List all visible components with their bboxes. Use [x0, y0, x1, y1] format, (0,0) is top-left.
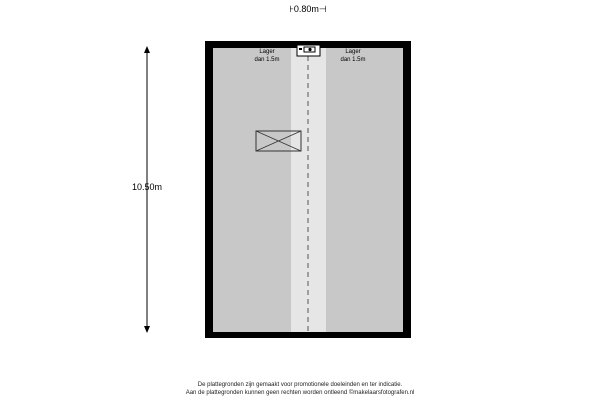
left-zone-label-line1: Lager	[259, 49, 275, 55]
width-dimension-label: ⊦0.80m⊣	[289, 4, 327, 14]
height-dimension-label: 10.50m	[131, 182, 163, 192]
walkway	[291, 48, 326, 332]
disclaimer	[0, 381, 600, 397]
right-zone-label-line1: Lager	[345, 49, 361, 55]
disclaimer-line2: Aan de plattegronden kunnen geen rechten worden ontleend ©makelaarsfotografen.nl	[185, 390, 415, 396]
roof-window-icon	[297, 45, 320, 56]
right-zone-label-line2: dan 1.5m	[340, 57, 366, 63]
disclaimer-line1: De plattegronden zijn gemaakt voor promotionele doeleinden en ter indicatie.	[197, 382, 403, 388]
left-zone-label-line2: dan 1.5m	[254, 57, 280, 63]
